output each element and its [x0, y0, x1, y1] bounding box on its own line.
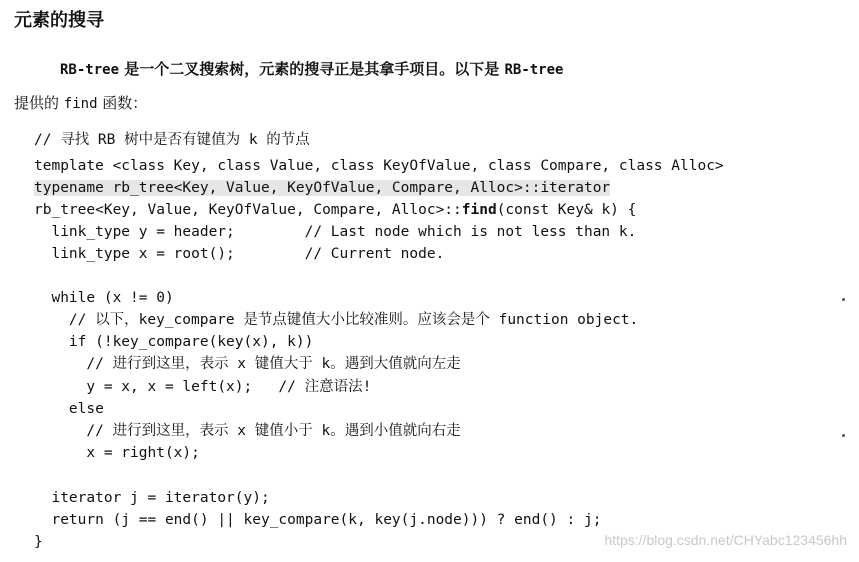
code-line: x = right(x);	[34, 445, 200, 461]
code-line: }	[34, 534, 43, 550]
rb-tree-term: RB-tree	[60, 62, 120, 78]
code-line: return (j == end() || key_compare(k, key(j.node))) ? end() : j;	[34, 512, 602, 528]
intro-text: 函数：	[97, 94, 148, 112]
code-line: y = x, x = left(x); // 注意语法!	[34, 379, 372, 395]
rb-tree-term: RB-tree	[504, 62, 564, 78]
speck-mark	[842, 298, 845, 301]
intro-line-1	[60, 58, 563, 79]
section-heading: 元素的搜寻	[14, 10, 104, 31]
code-line: else	[34, 401, 104, 417]
code-line: iterator j = iterator(y);	[34, 490, 270, 506]
code-comment: // 以下，key_compare 是节点键值大小比较准则。应该会是个 function object.	[34, 312, 639, 328]
code-comment: // 进行到这里，表示 x 键值小于 k。遇到小值就向右走	[34, 423, 461, 439]
intro-text: 是一个二叉搜索树，元素的搜寻正是其拿手项目。以下是	[119, 60, 505, 78]
code-comment: // 寻找 RB 树中是否有键值为 k 的节点	[34, 132, 310, 148]
code-text: (const Key& k) {	[496, 202, 637, 218]
highlighted-code: typename rb_tree<Key, Value, KeyOfValue, Compare, Alloc>::iterator	[34, 180, 611, 196]
intro-line-2	[14, 92, 147, 113]
code-line: template <class Key, class Value, class KeyOfValue, class Compare, class Alloc>	[34, 158, 724, 174]
code-line	[34, 178, 610, 198]
find-term: find	[63, 96, 98, 112]
watermark: https://blog.csdn.net/CHYabc123456hh	[604, 532, 847, 548]
code-line: while (x != 0)	[34, 290, 174, 306]
code-line: link_type x = root(); // Current node.	[34, 246, 445, 262]
find-keyword: find	[461, 202, 497, 218]
code-text: rb_tree<Key, Value, KeyOfValue, Compare, Alloc>::	[34, 202, 462, 218]
intro-text: 提供的	[14, 94, 64, 112]
code-line: link_type y = header; // Last node which is not less than k.	[34, 224, 637, 240]
code-line: if (!key_compare(key(x), k))	[34, 334, 314, 350]
speck-mark	[842, 434, 845, 437]
code-comment: // 进行到这里，表示 x 键值大于 k。遇到大值就向左走	[34, 356, 461, 372]
code-line	[34, 200, 636, 220]
